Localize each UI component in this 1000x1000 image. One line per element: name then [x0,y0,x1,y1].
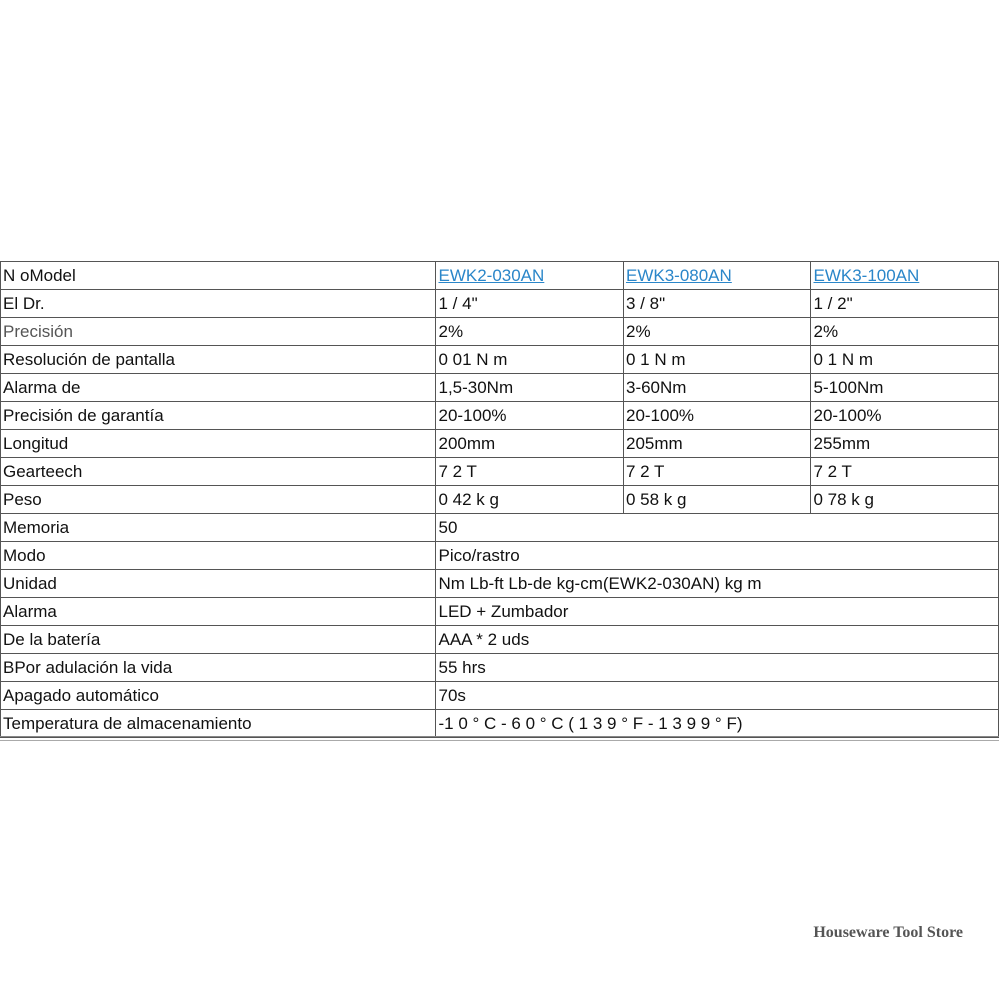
row-label: Precisión de garantía [1,402,436,430]
model-link-ewk2-030an[interactable]: EWK2-030AN [438,265,545,285]
row-value: 0 58 k g [623,486,811,514]
row-label: Peso [1,486,436,514]
row-value: 3-60Nm [623,374,811,402]
row-value: 20-100% [623,402,811,430]
row-label: Precisión [1,318,436,346]
row-value-shared: AAA * 2 uds [436,626,999,654]
row-label: De la batería [1,626,436,654]
row-label: Resolución de pantalla [1,346,436,374]
model-cell [811,262,999,290]
row-value: 255mm [811,430,999,458]
store-watermark: Houseware Tool Store [813,924,963,941]
model-cell [623,262,811,290]
row-value: 1 / 2" [811,290,999,318]
row-label: Apagado automático [1,682,436,710]
row-value-shared: Nm Lb-ft Lb-de kg-cm(EWK2-030AN) kg m [436,570,999,598]
table-row [1,514,999,542]
row-value: 5-100Nm [811,374,999,402]
row-value: 1,5-30Nm [436,374,624,402]
table-row [1,458,999,486]
row-label: Alarma [1,598,436,626]
row-value: 2% [623,318,811,346]
table-row [1,626,999,654]
row-label: Gearteech [1,458,436,486]
row-label: Modo [1,542,436,570]
row-value: 7 2 T [436,458,624,486]
table-row [1,430,999,458]
table-row [1,402,999,430]
row-value-shared: 55 hrs [436,654,999,682]
row-value: 2% [436,318,624,346]
row-value: 20-100% [811,402,999,430]
spec-table-body [1,262,999,738]
row-value: 200mm [436,430,624,458]
header-label: N oModel [1,262,436,290]
table-row [1,486,999,514]
table-row [1,374,999,402]
row-value-shared: LED + Zumbador [436,598,999,626]
table-row [1,290,999,318]
row-value: 7 2 T [623,458,811,486]
row-value: 0 01 N m [436,346,624,374]
spec-table [0,261,999,738]
row-label: Alarma de [1,374,436,402]
row-value: 0 1 N m [623,346,811,374]
table-row [1,710,999,738]
row-value: 20-100% [436,402,624,430]
row-value-shared: 70s [436,682,999,710]
table-row [1,318,999,346]
row-value: 2% [811,318,999,346]
row-value: 1 / 4" [436,290,624,318]
row-label: BPor adulación la vida [1,654,436,682]
model-cell [436,262,624,290]
row-value-shared: 50 [436,514,999,542]
row-value-shared: -1 0 ° C - 6 0 ° C ( 1 3 9 ° F - 1 3 9 9 ° F) [436,710,999,738]
table-row [1,598,999,626]
table-row [1,346,999,374]
row-label: Temperatura de almacenamiento [1,710,436,738]
table-row [1,654,999,682]
table-row [1,570,999,598]
row-value: 0 1 N m [811,346,999,374]
row-value: 0 78 k g [811,486,999,514]
row-label: Longitud [1,430,436,458]
table-row [1,542,999,570]
row-value: 205mm [623,430,811,458]
row-label: Unidad [1,570,436,598]
row-label: El Dr. [1,290,436,318]
table-bottom-rule [0,736,999,741]
row-value-shared: Pico/rastro [436,542,999,570]
row-label: Memoria [1,514,436,542]
row-value: 7 2 T [811,458,999,486]
row-value: 3 / 8" [623,290,811,318]
table-row [1,682,999,710]
model-link-ewk3-100an[interactable]: EWK3-100AN [813,265,920,285]
table-header-row [1,262,999,290]
row-value: 0 42 k g [436,486,624,514]
model-link-ewk3-080an[interactable]: EWK3-080AN [625,265,732,285]
